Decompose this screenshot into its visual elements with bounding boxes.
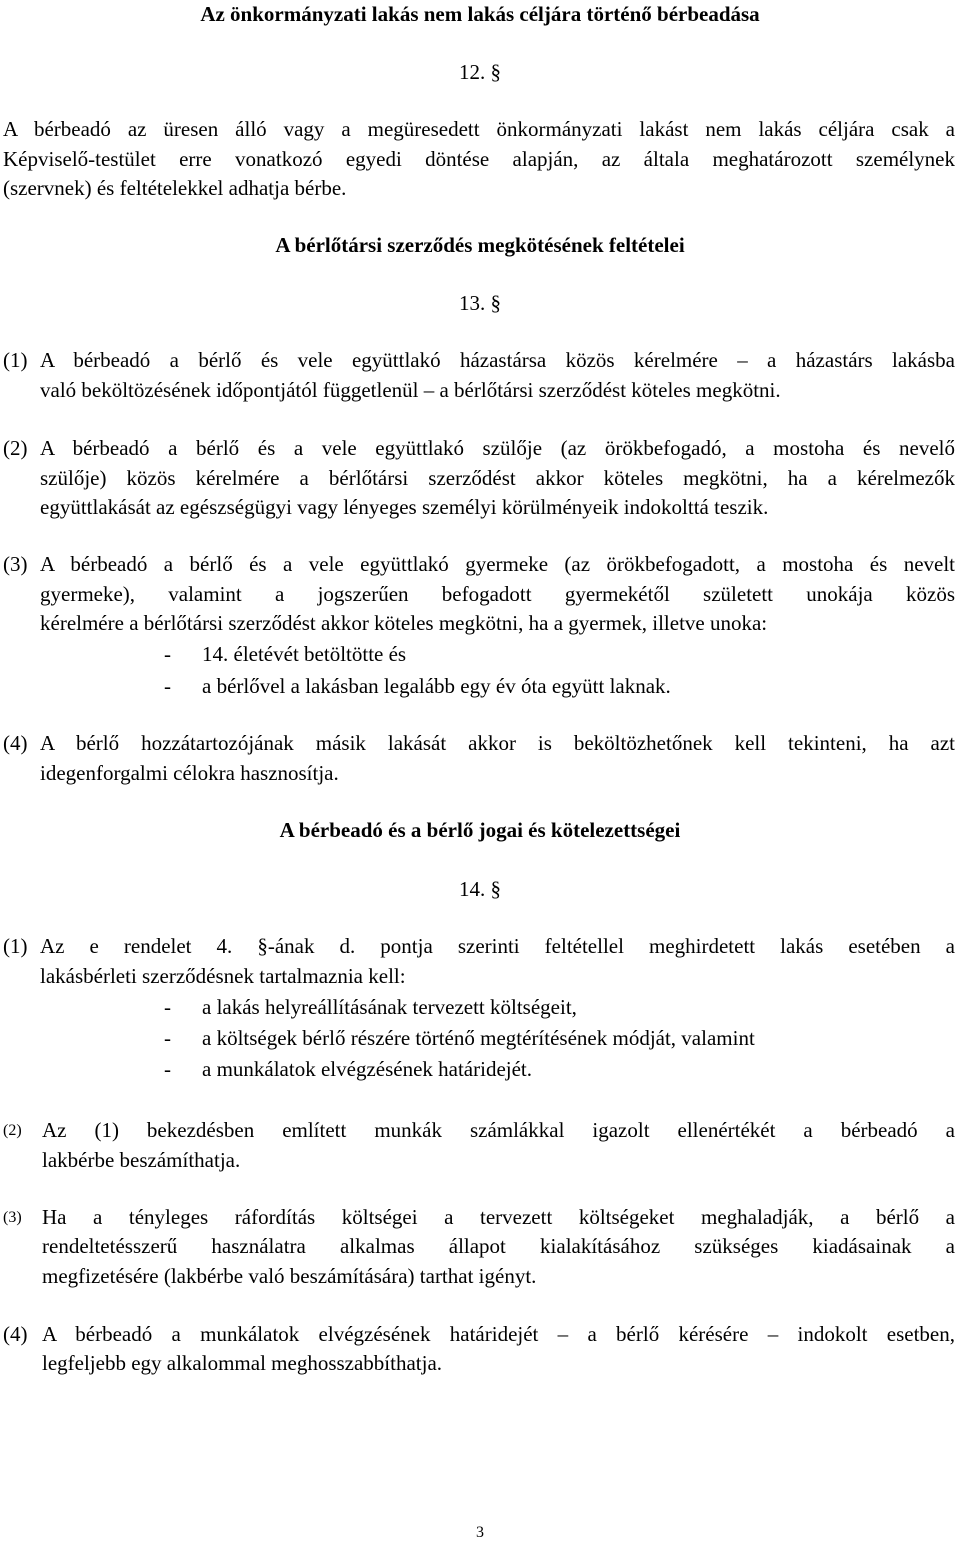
paragraph-label: (4) xyxy=(3,731,28,755)
paragraph-line: idegenforgalmi célokra hasznosítja. xyxy=(40,761,339,785)
paragraph-line: A bérbeadó a munkálatok elvégzésének határidejét – a bérlő kérésére – indokolt esetben, xyxy=(42,1322,955,1346)
paragraph-line: megfizetésére (lakbérbe való beszámítására) tarthat igényt. xyxy=(42,1264,537,1288)
paragraph-line: A bérlő hozzátartozójának másik lakását akkor is beköltözhetőnek kell tekinteni, ha azt xyxy=(40,731,955,755)
paragraph-label: (2) xyxy=(3,436,28,460)
heading-13: A bérlőtársi szerződés megkötésének feltételei xyxy=(275,233,685,257)
list-item: a lakás helyreállításának tervezett költségeit, xyxy=(202,995,577,1019)
bullet-marker: - xyxy=(164,1026,171,1050)
paragraph-line: Az e rendelet 4. §-ának d. pontja szerinti feltétellel meghirdetett lakás esetében a xyxy=(40,934,955,958)
paragraph-line: lakásbérleti szerződésnek tartalmaznia kell: xyxy=(40,964,406,988)
page-number: 3 xyxy=(476,1524,484,1541)
paragraph-line: Ha a tényleges ráfordítás költségei a tervezett költségeket meghaladják, a bérlő a xyxy=(42,1205,955,1229)
paragraph-label: (1) xyxy=(3,348,28,372)
section-number-12: 12. § xyxy=(459,60,501,84)
bullet-marker: - xyxy=(164,995,171,1019)
bullet-marker: - xyxy=(164,642,171,666)
paragraph-line: Képviselő-testület erre vonatkozó egyedi döntése alapján, az általa meghatározott személynek xyxy=(3,147,955,171)
paragraph-line: (szervnek) és feltételekkel adhatja bérbe. xyxy=(3,176,347,200)
paragraph-line: Az (1) bekezdésben említett munkák számlákkal igazolt ellenértékét a bérbeadó a xyxy=(42,1118,955,1142)
paragraph-line: kérelmére a bérlőtársi szerződést akkor köteles megkötni, ha a gyermek, illetve unoka: xyxy=(40,611,768,635)
list-item: a bérlővel a lakásban legalább egy év óta együtt laknak. xyxy=(202,674,671,698)
paragraph-label: (2) xyxy=(3,1122,22,1139)
paragraph-line: legfeljebb egy alkalommal meghosszabbíthatja. xyxy=(42,1351,443,1375)
paragraph-line: szülője) közös kérelmére a bérlőtársi szerződést akkor köteles megkötni, ha a kérelmezők xyxy=(40,466,955,490)
list-item: a költségek bérlő részére történő megtérítésének módját, valamint xyxy=(202,1026,755,1050)
section-number-13: 13. § xyxy=(459,291,501,315)
section-number-14: 14. § xyxy=(459,877,501,901)
paragraph-label: (3) xyxy=(3,1209,22,1226)
paragraph-line: A bérbeadó az üresen álló vagy a megüresedett önkormányzati lakást nem lakás céljára csak a xyxy=(3,117,955,141)
paragraph-line: A bérbeadó a bérlő és a vele együttlakó gyermeke (az örökbefogadott, a mostoha és nevelt xyxy=(40,552,955,576)
list-item: 14. életévét betöltötte és xyxy=(202,642,407,666)
paragraph-line: együttlakását az egészségügyi vagy lényeges személyi körülményeik indokolttá teszik. xyxy=(40,495,769,519)
paragraph-label: (3) xyxy=(3,552,28,576)
list-item: a munkálatok elvégzésének határidejét. xyxy=(202,1057,533,1081)
paragraph-line: lakbérbe beszámíthatja. xyxy=(42,1148,241,1172)
paragraph-label: (1) xyxy=(3,934,28,958)
paragraph-line: A bérbeadó a bérlő és vele együttlakó házastársa közös kérelmére – a házastárs lakásba xyxy=(40,348,955,372)
heading-14: A bérbeadó és a bérlő jogai és kötelezettségei xyxy=(279,818,681,842)
bullet-marker: - xyxy=(164,1057,171,1081)
paragraph-label: (4) xyxy=(3,1322,28,1346)
section-title: Az önkormányzati lakás nem lakás céljára történő bérbeadása xyxy=(200,2,760,26)
paragraph-line: rendeltetésszerű használatra alkalmas állapot kialakításához szükséges kiadásainak a xyxy=(42,1234,955,1258)
paragraph-line: való beköltözésének időpontjától függetlenül – a bérlőtársi szerződést köteles megkötni. xyxy=(40,378,781,402)
paragraph-line: A bérbeadó a bérlő és a vele együttlakó szülője (az örökbefogadó, a mostoha és nevelő xyxy=(40,436,955,460)
paragraph-line: gyermeke), valamint a jogszerűen befogadott gyermekétől született unokája közös xyxy=(40,582,955,606)
bullet-marker: - xyxy=(164,674,171,698)
